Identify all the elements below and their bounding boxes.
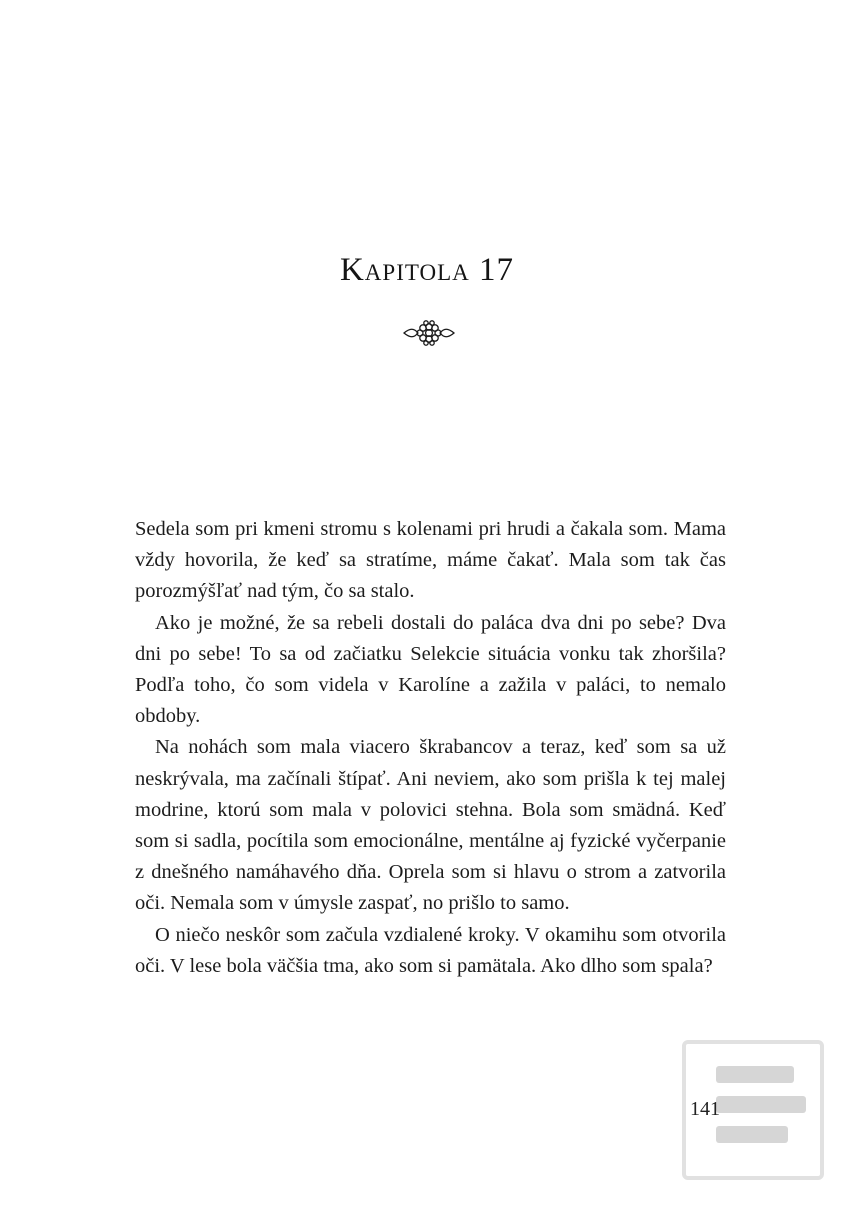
paragraph-4: O niečo neskôr som začula vzdialené kroky. V okamihu som otvorila oči. V lese bola väčšia tma, ako som si pamätala. Ako dlho som spala? xyxy=(135,923,726,977)
paragraph-2: Ako je možné, že sa rebeli dostali do paláca dva dni po sebe? Dva dni po sebe! To sa od začiatku Selekcie situácia vonku tak zhoršila? Podľa toho, čo som videla v Karolíne a zažila v paláci, to nemalo obdoby. xyxy=(135,611,726,728)
chapter-title: Kapitola 17 xyxy=(339,252,515,288)
paragraph-3: Na nohách som mala viacero škrabancov a teraz, keď som sa už neskrývala, ma začínali štípať. Ani neviem, ako som prišla k tej malej modrine, ktorú som mala v polovici stehna. Bola som smädná. Keď som si sadla, pocítila som emocionálne, mentálne aj fyzické vyčerpanie z dnešného namáhavého dňa. Oprela som si hlavu o strom a zatvorila oči. Nemala som v úmysle zaspať, no prišlo to samo. xyxy=(135,736,726,915)
page-number: 141 xyxy=(690,1098,720,1120)
body-text xyxy=(135,514,726,982)
paragraph-1: Sedela som pri kmeni stromu s kolenami pri hrudi a čakala som. Mama vždy hovorila, že keď sa stratíme, máme čakať. Mala som tak čas porozmýšľať nad tým, čo sa stalo. xyxy=(135,518,726,603)
flourish-ornament-icon xyxy=(402,318,456,348)
